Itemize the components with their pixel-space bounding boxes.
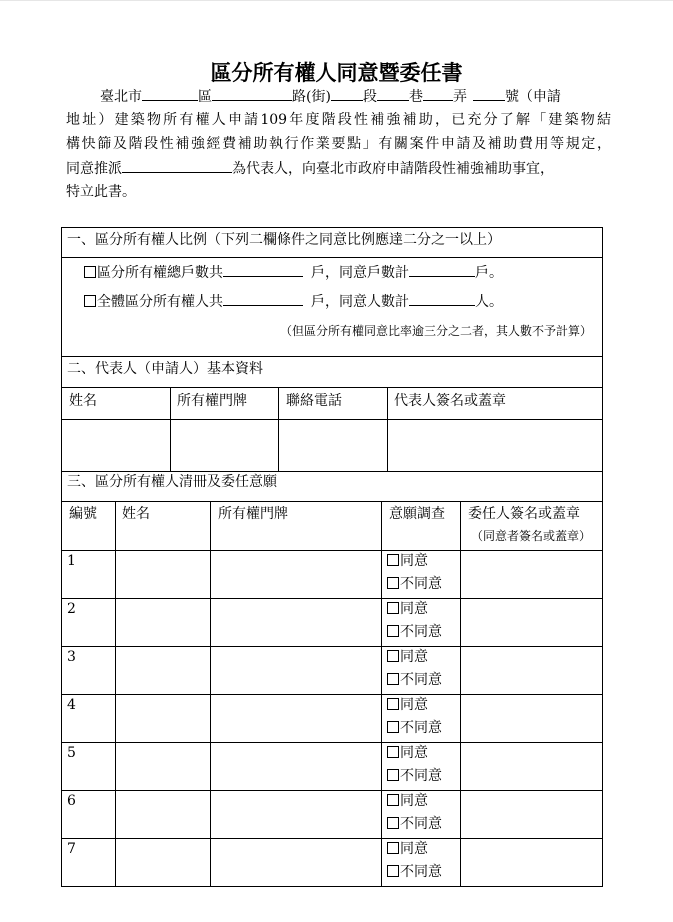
disagree-option[interactable]	[387, 766, 442, 786]
row-number: 6	[67, 793, 76, 809]
section3-col-sign: 委任人簽名或蓋章	[468, 506, 580, 522]
agree-checkbox[interactable]	[387, 650, 399, 662]
disagree-option[interactable]	[387, 670, 442, 690]
section3-col-survey: 意願調查	[389, 506, 445, 522]
agree-checkbox[interactable]	[387, 602, 399, 614]
section-blank[interactable]	[331, 84, 363, 101]
intro-line-2: 地址）建築物所有權人申請109年度階段性補強補助，已充分了解「建築物結	[66, 112, 611, 128]
section3-col-name: 姓名	[122, 506, 150, 522]
agree-label: 同意	[400, 649, 428, 665]
disagree-checkbox[interactable]	[387, 817, 399, 829]
section1-households-row	[84, 261, 503, 283]
road-blank[interactable]	[212, 84, 292, 101]
row-number: 4	[67, 697, 76, 713]
agree-checkbox[interactable]	[387, 698, 399, 710]
owners-unit: 人。	[475, 294, 503, 310]
households-checkbox[interactable]	[84, 266, 96, 278]
disagree-checkbox[interactable]	[387, 673, 399, 685]
district-blank[interactable]	[142, 84, 198, 101]
intro-district: 區	[198, 89, 212, 105]
agree-label: 同意	[400, 745, 428, 761]
agree-option[interactable]	[387, 551, 428, 571]
row-number: 3	[67, 649, 76, 665]
agree-option[interactable]	[387, 695, 428, 715]
section3-col-sign-note: （同意者簽名或蓋章）	[471, 529, 592, 543]
row-plate-cell[interactable]	[211, 647, 381, 693]
agree-owners-blank[interactable]	[409, 290, 475, 306]
disagree-option[interactable]	[387, 718, 442, 738]
row-name-cell[interactable]	[116, 743, 210, 789]
intro-line-5: 特立此書。	[66, 184, 136, 200]
divider	[62, 257, 602, 258]
disagree-label: 不同意	[400, 768, 442, 784]
row-sign-cell[interactable]	[461, 743, 602, 789]
intro-nominate: 同意推派	[66, 161, 122, 177]
agree-label: 同意	[400, 697, 428, 713]
disagree-option[interactable]	[387, 622, 442, 642]
agree-option[interactable]	[387, 743, 428, 763]
agree-label: 同意	[400, 793, 428, 809]
disagree-label: 不同意	[400, 624, 442, 640]
owners-label: 全體區分所有權人共	[97, 294, 223, 310]
row-sign-cell[interactable]	[461, 599, 602, 645]
intro-representative-text: 為代表人，向臺北市政府申請階段性補強補助事宜，	[232, 161, 554, 177]
divider	[62, 501, 602, 502]
section3-col-plate: 所有權門牌	[218, 506, 288, 522]
intro-line-4	[66, 156, 611, 180]
row-name-cell[interactable]	[116, 551, 210, 597]
agree-option[interactable]	[387, 647, 428, 667]
section3-header: 三、區分所有權人清冊及委任意願	[67, 474, 277, 490]
disagree-label: 不同意	[400, 672, 442, 688]
section2-header: 二、代表人（申請人）基本資料	[67, 361, 263, 377]
row-plate-cell[interactable]	[211, 791, 381, 837]
agree-owners-label: 戶，同意人數計	[311, 294, 409, 310]
intro-line-3: 構快篩及階段性補強經費補助執行作業要點」有關案件申請及補助費用等規定，	[66, 136, 611, 152]
agree-option[interactable]	[387, 791, 428, 811]
agree-checkbox[interactable]	[387, 554, 399, 566]
divider	[62, 356, 602, 357]
agree-checkbox[interactable]	[387, 746, 399, 758]
agree-checkbox[interactable]	[387, 794, 399, 806]
row-name-cell[interactable]	[116, 647, 210, 693]
row-plate-cell[interactable]	[211, 743, 381, 789]
agree-label: 同意	[400, 841, 428, 857]
intro-section: 段	[362, 89, 377, 105]
intro-number: 號（申請	[504, 89, 561, 105]
disagree-checkbox[interactable]	[387, 577, 399, 589]
row-name-cell[interactable]	[116, 839, 210, 885]
document-title: 區分所有權人同意暨委任書	[210, 61, 463, 85]
row-sign-cell[interactable]	[461, 551, 602, 597]
disagree-checkbox[interactable]	[387, 769, 399, 781]
agree-label: 同意	[400, 553, 428, 569]
intro-lane: 巷	[408, 89, 423, 105]
intro-city: 臺北市	[100, 89, 142, 105]
row-name-cell[interactable]	[116, 599, 210, 645]
consent-form-table	[61, 227, 603, 887]
row-name-cell[interactable]	[116, 695, 210, 741]
row-number: 1	[67, 553, 76, 569]
section2-col-phone: 聯絡電話	[286, 393, 342, 409]
section2-col-plate: 所有權門牌	[177, 393, 247, 409]
row-plate-cell[interactable]	[211, 839, 381, 885]
row-sign-cell[interactable]	[461, 791, 602, 837]
row-name-cell[interactable]	[116, 791, 210, 837]
disagree-option[interactable]	[387, 814, 442, 834]
representative-sign-cell[interactable]	[388, 420, 602, 470]
row-number: 5	[67, 745, 76, 761]
disagree-label: 不同意	[400, 576, 442, 592]
section1-note: （但區分所有權同意比率逾三分之二者，其人數不予計算）	[279, 324, 592, 338]
number-blank[interactable]	[473, 84, 505, 101]
intro-road: 路(街)	[292, 89, 331, 105]
divider	[62, 387, 602, 388]
households-unit: 戶。	[475, 265, 503, 281]
alley-blank[interactable]	[423, 84, 453, 101]
disagree-checkbox[interactable]	[387, 625, 399, 637]
disagree-label: 不同意	[400, 864, 442, 880]
agree-option[interactable]	[387, 599, 428, 619]
agree-households-label: 戶，同意戶數計	[311, 265, 409, 281]
row-plate-cell[interactable]	[211, 599, 381, 645]
section1-owners-row	[84, 290, 503, 312]
agree-label: 同意	[400, 601, 428, 617]
row-plate-cell[interactable]	[211, 695, 381, 741]
intro-paragraph	[66, 84, 611, 204]
disagree-checkbox[interactable]	[387, 865, 399, 877]
total-households-blank[interactable]	[223, 261, 303, 277]
representative-phone-cell[interactable]	[279, 420, 386, 470]
lane-blank[interactable]	[377, 84, 409, 101]
intro-line-1	[66, 84, 611, 108]
row-plate-cell[interactable]	[211, 551, 381, 597]
representative-name-cell[interactable]	[62, 420, 169, 470]
total-owners-blank[interactable]	[223, 290, 303, 306]
disagree-label: 不同意	[400, 720, 442, 736]
intro-alley: 弄	[452, 89, 467, 105]
page-top-border	[0, 0, 673, 1]
households-label: 區分所有權總戶數共	[97, 265, 223, 281]
section2-col-name: 姓名	[69, 393, 97, 409]
agree-option[interactable]	[387, 839, 428, 859]
disagree-label: 不同意	[400, 816, 442, 832]
section2-col-sign: 代表人簽名或蓋章	[394, 393, 506, 409]
agree-checkbox[interactable]	[387, 842, 399, 854]
row-number: 2	[67, 601, 76, 617]
disagree-option[interactable]	[387, 862, 442, 882]
row-sign-cell[interactable]	[461, 839, 602, 885]
section3-col-no: 編號	[69, 506, 97, 522]
section1-header: 一、區分所有權人比例（下列二欄條件之同意比例應達二分之一以上）	[67, 232, 501, 248]
disagree-checkbox[interactable]	[387, 721, 399, 733]
disagree-option[interactable]	[387, 574, 442, 594]
row-sign-cell[interactable]	[461, 647, 602, 693]
representative-plate-cell[interactable]	[171, 420, 277, 470]
agree-households-blank[interactable]	[409, 261, 475, 277]
representative-blank[interactable]	[122, 156, 232, 173]
row-sign-cell[interactable]	[461, 695, 602, 741]
row-number: 7	[67, 841, 76, 857]
owners-checkbox[interactable]	[84, 295, 96, 307]
